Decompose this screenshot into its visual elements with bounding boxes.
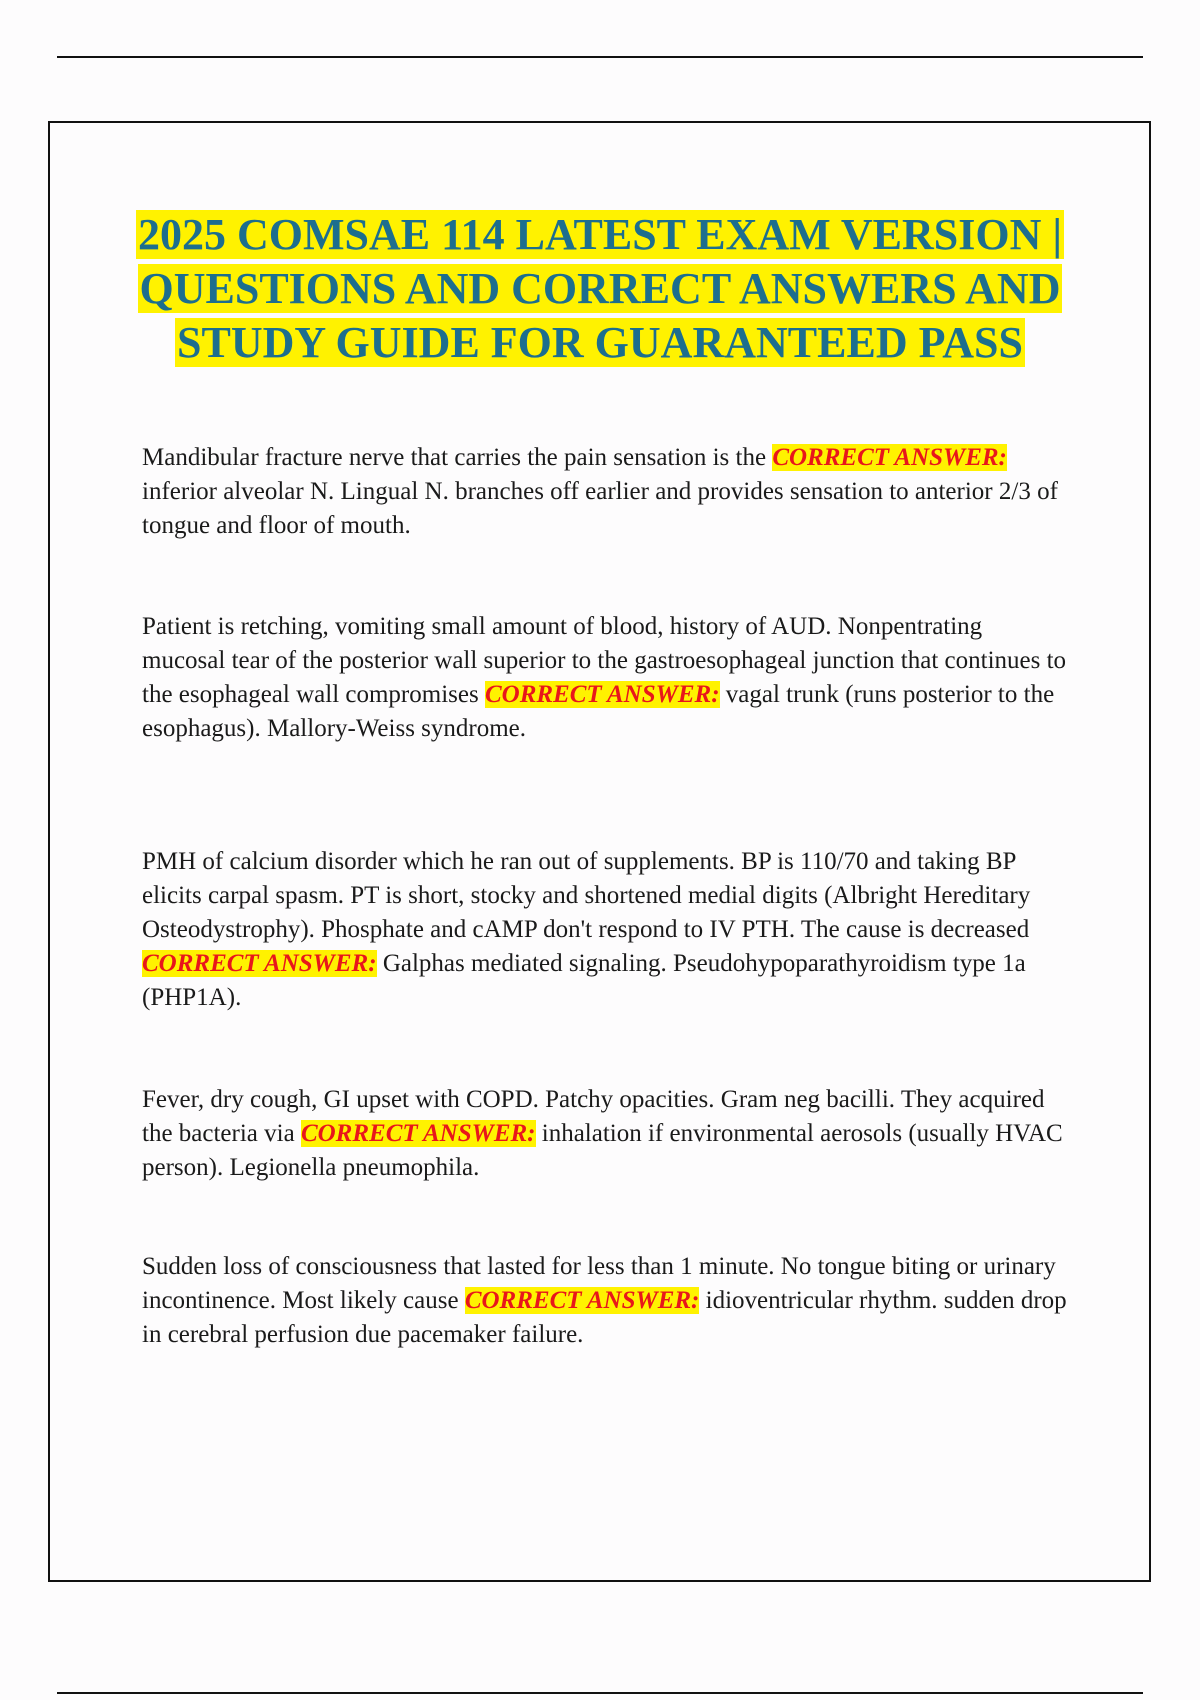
question-text: Fever, dry cough, GI upset with COPD. Patchy opacities. Gram neg bacilli. They acquired the bacteria via: [142, 1086, 1045, 1147]
question-text: Mandibular fracture nerve that carries the pain sensation is the: [142, 444, 767, 471]
qa-item: [142, 1083, 1067, 1185]
correct-answer-tag: CORRECT ANSWER:: [772, 444, 1007, 471]
qa-item: [142, 610, 1067, 746]
top-divider: [57, 56, 1143, 58]
title-line-1: 2025 COMSAE 114 LATEST EXAM VERSION |: [137, 210, 1063, 259]
correct-answer-tag: CORRECT ANSWER:: [484, 681, 720, 708]
question-text: Sudden loss of consciousness that lasted for less than 1 minute. No tongue biting or urinary incontinence. Most likely cause: [142, 1253, 1056, 1314]
qa-item: [142, 441, 1067, 543]
title-line-3: STUDY GUIDE FOR GUARANTEED PASS: [177, 318, 1023, 367]
question-text: Patient is retching, vomiting small amount of blood, history of AUD. Nonpentrating mucosal tear of the posterior wall superior to the gastroesophageal junction that continues to the esophageal wall compromises: [142, 613, 1067, 708]
bottom-divider: [57, 1692, 1143, 1694]
answer-text: Galphas mediated signaling. Pseudohypoparathyroidism type 1a (PHP1A).: [142, 950, 1026, 1011]
answer-text: inferior alveolar N. Lingual N. branches off earlier and provides sensation to anterior 2/3 of tongue and floor of mouth.: [142, 478, 1058, 539]
correct-answer-tag: CORRECT ANSWER:: [300, 1120, 536, 1147]
correct-answer-tag: CORRECT ANSWER:: [464, 1287, 700, 1314]
answer-text: idioventricular rhythm. sudden drop in cerebral perfusion due pacemaker failure.: [142, 1287, 1067, 1348]
question-text: PMH of calcium disorder which he ran out of supplements. BP is 110/70 and taking BP elicits carpal spasm. PT is short, stocky and shortened medial digits (Albright Hereditary Osteodystrophy). Phosphate and cAMP don't respond to IV PTH. The cause is decreased: [142, 848, 1031, 943]
qa-item: [142, 845, 1067, 1015]
title-line-2: QUESTIONS AND CORRECT ANSWERS AND: [139, 264, 1061, 313]
document-title: [95, 208, 1105, 370]
correct-answer-tag: CORRECT ANSWER:: [142, 950, 377, 977]
answer-text: vagal trunk (runs posterior to the esophagus). Mallory-Weiss syndrome.: [142, 681, 1055, 742]
answer-text: inhalation if environmental aerosols (usually HVAC person). Legionella pneumophila.: [142, 1120, 1063, 1181]
qa-item: [142, 1250, 1067, 1352]
